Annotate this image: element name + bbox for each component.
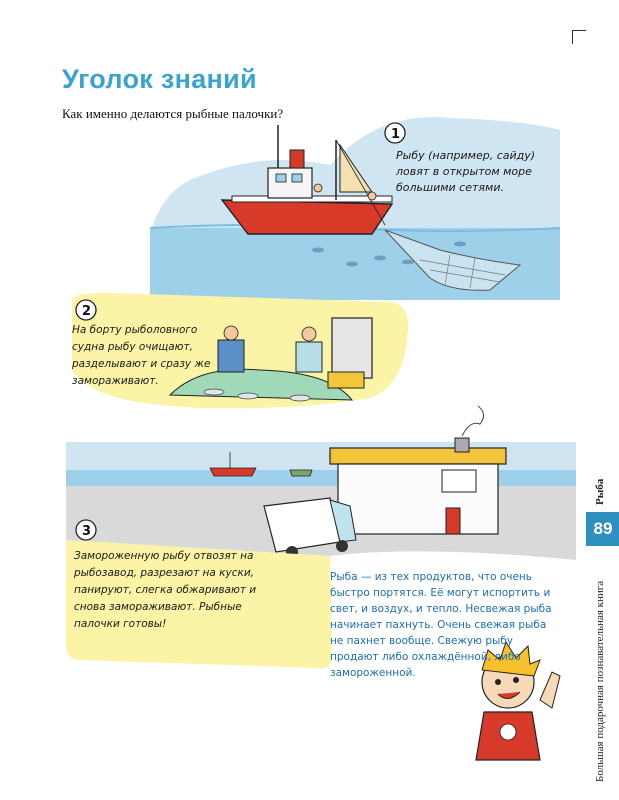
panel-3-factory-scene (66, 406, 576, 560)
step-1-number: 1 (391, 127, 401, 142)
step-2-number: 2 (82, 304, 92, 319)
page-number: 89 (586, 512, 619, 546)
panel-1-fishing-scene (150, 117, 560, 300)
step-3-text: Замороженную рыбу отвозят на рыбозавод, разрезают на куски, панируют, слегка обжаривают и снова замораживают. Рыбные палочки готовы! (74, 550, 257, 630)
step-3-number: 3 (82, 524, 92, 539)
page-title: Уголок знаний (62, 64, 257, 94)
book-title: Большая подарочная познавательная книга (594, 580, 606, 782)
step-2-text: На борту рыболовного судна рыбу очищают, разделывают и сразу же замораживают. (72, 324, 211, 387)
page-question: Как именно делаются рыбные палочки? (62, 106, 284, 121)
step-1-text: Рыбу (например, сайду) ловят в открытом море большими сетями. (396, 149, 536, 194)
section-label: Рыба (594, 478, 606, 505)
fish-freshness-note: Рыба — из тех продуктов, что очень быстро портятся. Её могут испортить и свет, и воздух, и тепло. Несвежая рыба начинает пахнуть. Очень свежая рыба не пахнет вообще. Свежую рыбу продают либо охлаждённой, либо замороженной. (330, 571, 552, 679)
